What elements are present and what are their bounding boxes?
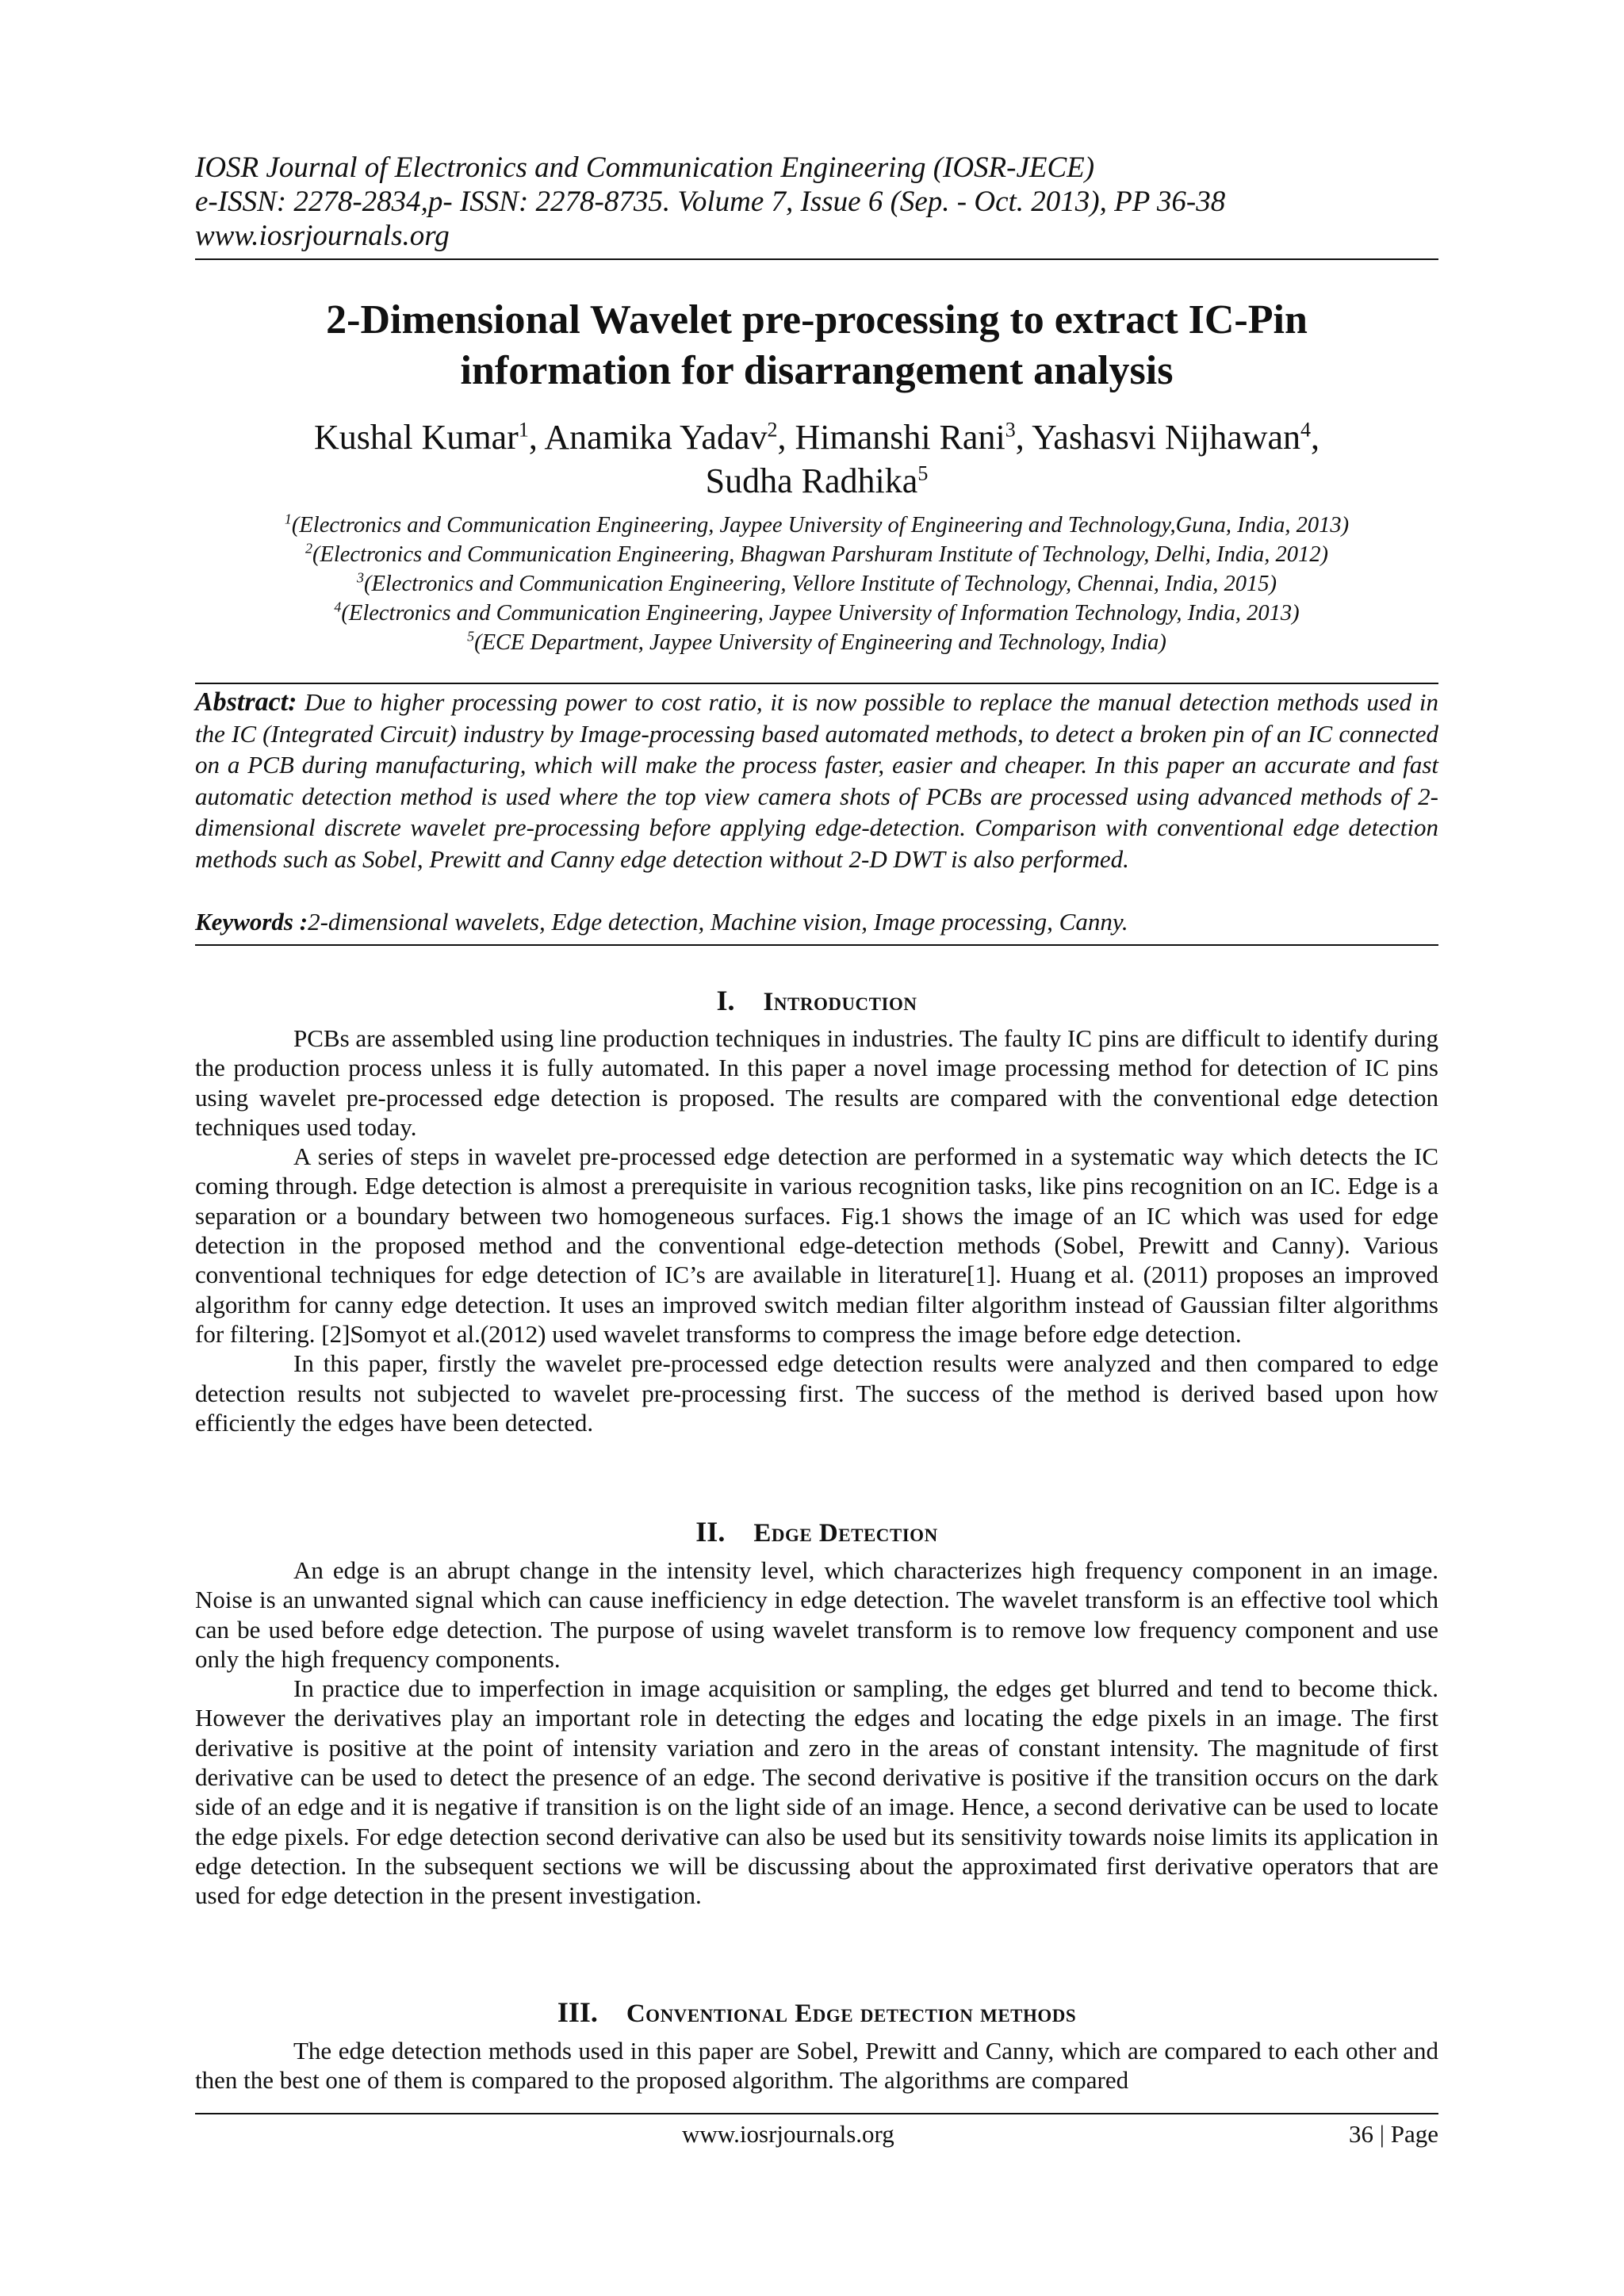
affiliation-text: (Electronics and Communication Engineering, Jaypee University of Engineering and Technology,Guna, India, 2013) [291,513,1350,538]
section-number: III. [557,1996,598,2028]
authors-line-2 [195,459,1438,503]
section-number: II. [695,1516,726,1548]
affiliation-sup: 4 [334,599,342,615]
author-name: Sudha Radhika [705,461,918,500]
affiliation-text: (Electronics and Communication Engineering, Bhagwan Parshuram Institute of Technology, Delhi, India, 2012) [312,542,1329,567]
author-sup: 4 [1300,418,1312,442]
section-body-conventional-methods [195,2036,1438,2095]
paragraph: In practice due to imperfection in image acquisition or sampling, the edges get blurred and tend to become thick. However the derivatives play an important role in detecting the edges and locating the edge pixels in an image. The first derivative is positive at the point of intensity variation and zero in the areas of constant intensity. The magnitude of first derivative can be used to detect the presence of an edge. The second derivative is positive if the transition occurs on the dark side of an edge and it is negative if transition is on the light side of an image. Hence, a second derivative can be used to locate the edge pixels. For edge detection second derivative can also be used but its sensitivity towards noise limits its application in edge detection. In the subsequent sections we will be discussing about the approximated first derivative operators that are used for edge detection in the present investigation. [195,1674,1438,1910]
author-sup: 5 [917,461,929,485]
affiliation [195,628,1438,657]
section-heading-conventional-methods [195,1996,1438,2030]
paragraph: In this paper, firstly the wavelet pre-processed edge detection results were analyzed and then compared to edge detection results not subjected to wavelet pre-processing first. The success of the method is derived based upon how efficiently the edges have been detected. [195,1349,1438,1437]
footer-url: www.iosrjournals.org [682,2120,894,2148]
affiliation-list [195,511,1438,657]
keywords [195,906,1438,937]
journal-name: IOSR Journal of Electronics and Communication Engineering (IOSR-JECE) [195,151,1095,184]
affiliation-sup: 2 [304,540,312,557]
paragraph: PCBs are assembled using line production techniques in industries. The faulty IC pins are difficult to identify during the production process unless it is fully automated. In this paper a novel image processing method for detection of IC pins using wavelet pre-processed edge detection is proposed. The results are compared with the conventional edge detection techniques used today. [195,1024,1438,1141]
keywords-text: 2-dimensional wavelets, Edge detection, Machine vision, Image processing, Canny. [308,908,1128,936]
section-title: Conventional Edge detection methods [626,1999,1077,2028]
paper-title [195,295,1438,396]
section-title: Introduction [763,988,917,1016]
paragraph: A series of steps in wavelet pre-processed edge detection are performed in a systematic way which detects the IC coming through. Edge detection is almost a prerequisite in various recognition tasks, like pins recognition on an IC. Edge is a separation or a boundary between two homogeneous surfaces. Fig.1 shows the image of an IC which was used for edge detection in the proposed method and the conventional edge-detection methods (Sobel, Prewitt and Canny). Various conventional techniques for edge detection of IC’s are available in literature[1]. Huang et al. (2011) proposes an improved algorithm for canny edge detection. It uses an improved switch median filter algorithm instead of Gaussian filter algorithms for filtering. [2]Somyot et al.(2012) used wavelet transforms to compress the image before edge detection. [195,1142,1438,1348]
footer-rule [195,2113,1438,2114]
abstract [195,687,1438,874]
affiliation-text: (Electronics and Communication Engineering, Jaypee University of Information Technology, India, 2013) [341,601,1300,626]
keywords-label: Keywords : [195,908,308,936]
abstract-label: Abstract: [195,687,297,717]
page-number: 36 | Page [1349,2120,1438,2148]
affiliation-text: (ECE Department, Jaypee University of Engineering and Technology, India) [474,630,1166,655]
section-body-edge-detection [195,1556,1438,1911]
affiliation-sup: 3 [357,569,365,586]
abstract-top-rule [195,683,1438,684]
title-line-1: 2-Dimensional Wavelet pre-processing to extract IC-Pin [326,297,1308,342]
abstract-text: Due to higher processing power to cost ratio, it is now possible to replace the manual detection methods used in the IC (Integrated Circuit) industry by Image-processing based automated methods, to detect a broken pin of an IC connected on a PCB during manufacturing, which will make the process faster, easier and cheaper. In this paper an accurate and fast automatic detection method is used where the top view camera shots of PCBs are processed using advanced methods of 2-dimensional discrete wavelet pre-processing before applying edge-detection. Comparison with conventional edge detection methods such as Sobel, Prewitt and Canny edge detection without 2-D DWT is also performed. [195,688,1438,873]
author-sup: 3 [1005,418,1016,442]
section-title: Edge Detection [753,1519,938,1548]
author-name: Anamika Yadav [544,418,768,457]
author-list [195,415,1438,503]
abstract-bottom-rule [195,944,1438,946]
paragraph: The edge detection methods used in this paper are Sobel, Prewitt and Canny, which are compared to each other and then the best one of them is compared to the proposed algorithm. The algorithms are compared [195,2037,1438,2095]
section-heading-edge-detection [195,1516,1438,1549]
author-name: Kushal Kumar [313,418,519,457]
affiliation-sup: 5 [467,628,475,645]
section-number: I. [716,985,735,1016]
affiliation [195,540,1438,569]
section-heading-introduction [195,985,1438,1018]
author-name: Yashasvi Nijhawan [1032,418,1301,457]
section-body-introduction [195,1024,1438,1437]
affiliation-sup: 1 [284,511,292,527]
journal-header [195,151,1438,253]
journal-issn: e-ISSN: 2278-2834,p- ISSN: 2278-8735. Volume 7, Issue 6 (Sep. - Oct. 2013), PP 36-38 [195,186,1226,218]
author-sup: 2 [767,418,778,442]
paragraph: An edge is an abrupt change in the intensity level, which characterizes high frequency component in an image. Noise is an unwanted signal which can cause inefficiency in edge detection. The wavelet transform is an effective tool which can be used before edge detection. The purpose of using wavelet transform is to remove low frequency component and use only the high frequency components. [195,1556,1438,1673]
header-rule [195,258,1438,260]
affiliation [195,599,1438,628]
author-name: Himanshi Rani [795,418,1005,457]
title-line-2: information for disarrangement analysis [460,348,1174,393]
affiliation [195,569,1438,599]
author-sup: 1 [518,418,529,442]
affiliation-text: (Electronics and Communication Engineering, Vellore Institute of Technology, Chennai, India, 2015) [364,572,1277,596]
journal-url: www.iosrjournals.org [195,220,450,252]
authors-line-1: Kushal Kumar$^1$, Anamika Yadav$^2$, Himanshi Rani$^3$, Yashasvi Nijhawan$^4$, [313,418,1320,457]
affiliation [195,511,1438,540]
